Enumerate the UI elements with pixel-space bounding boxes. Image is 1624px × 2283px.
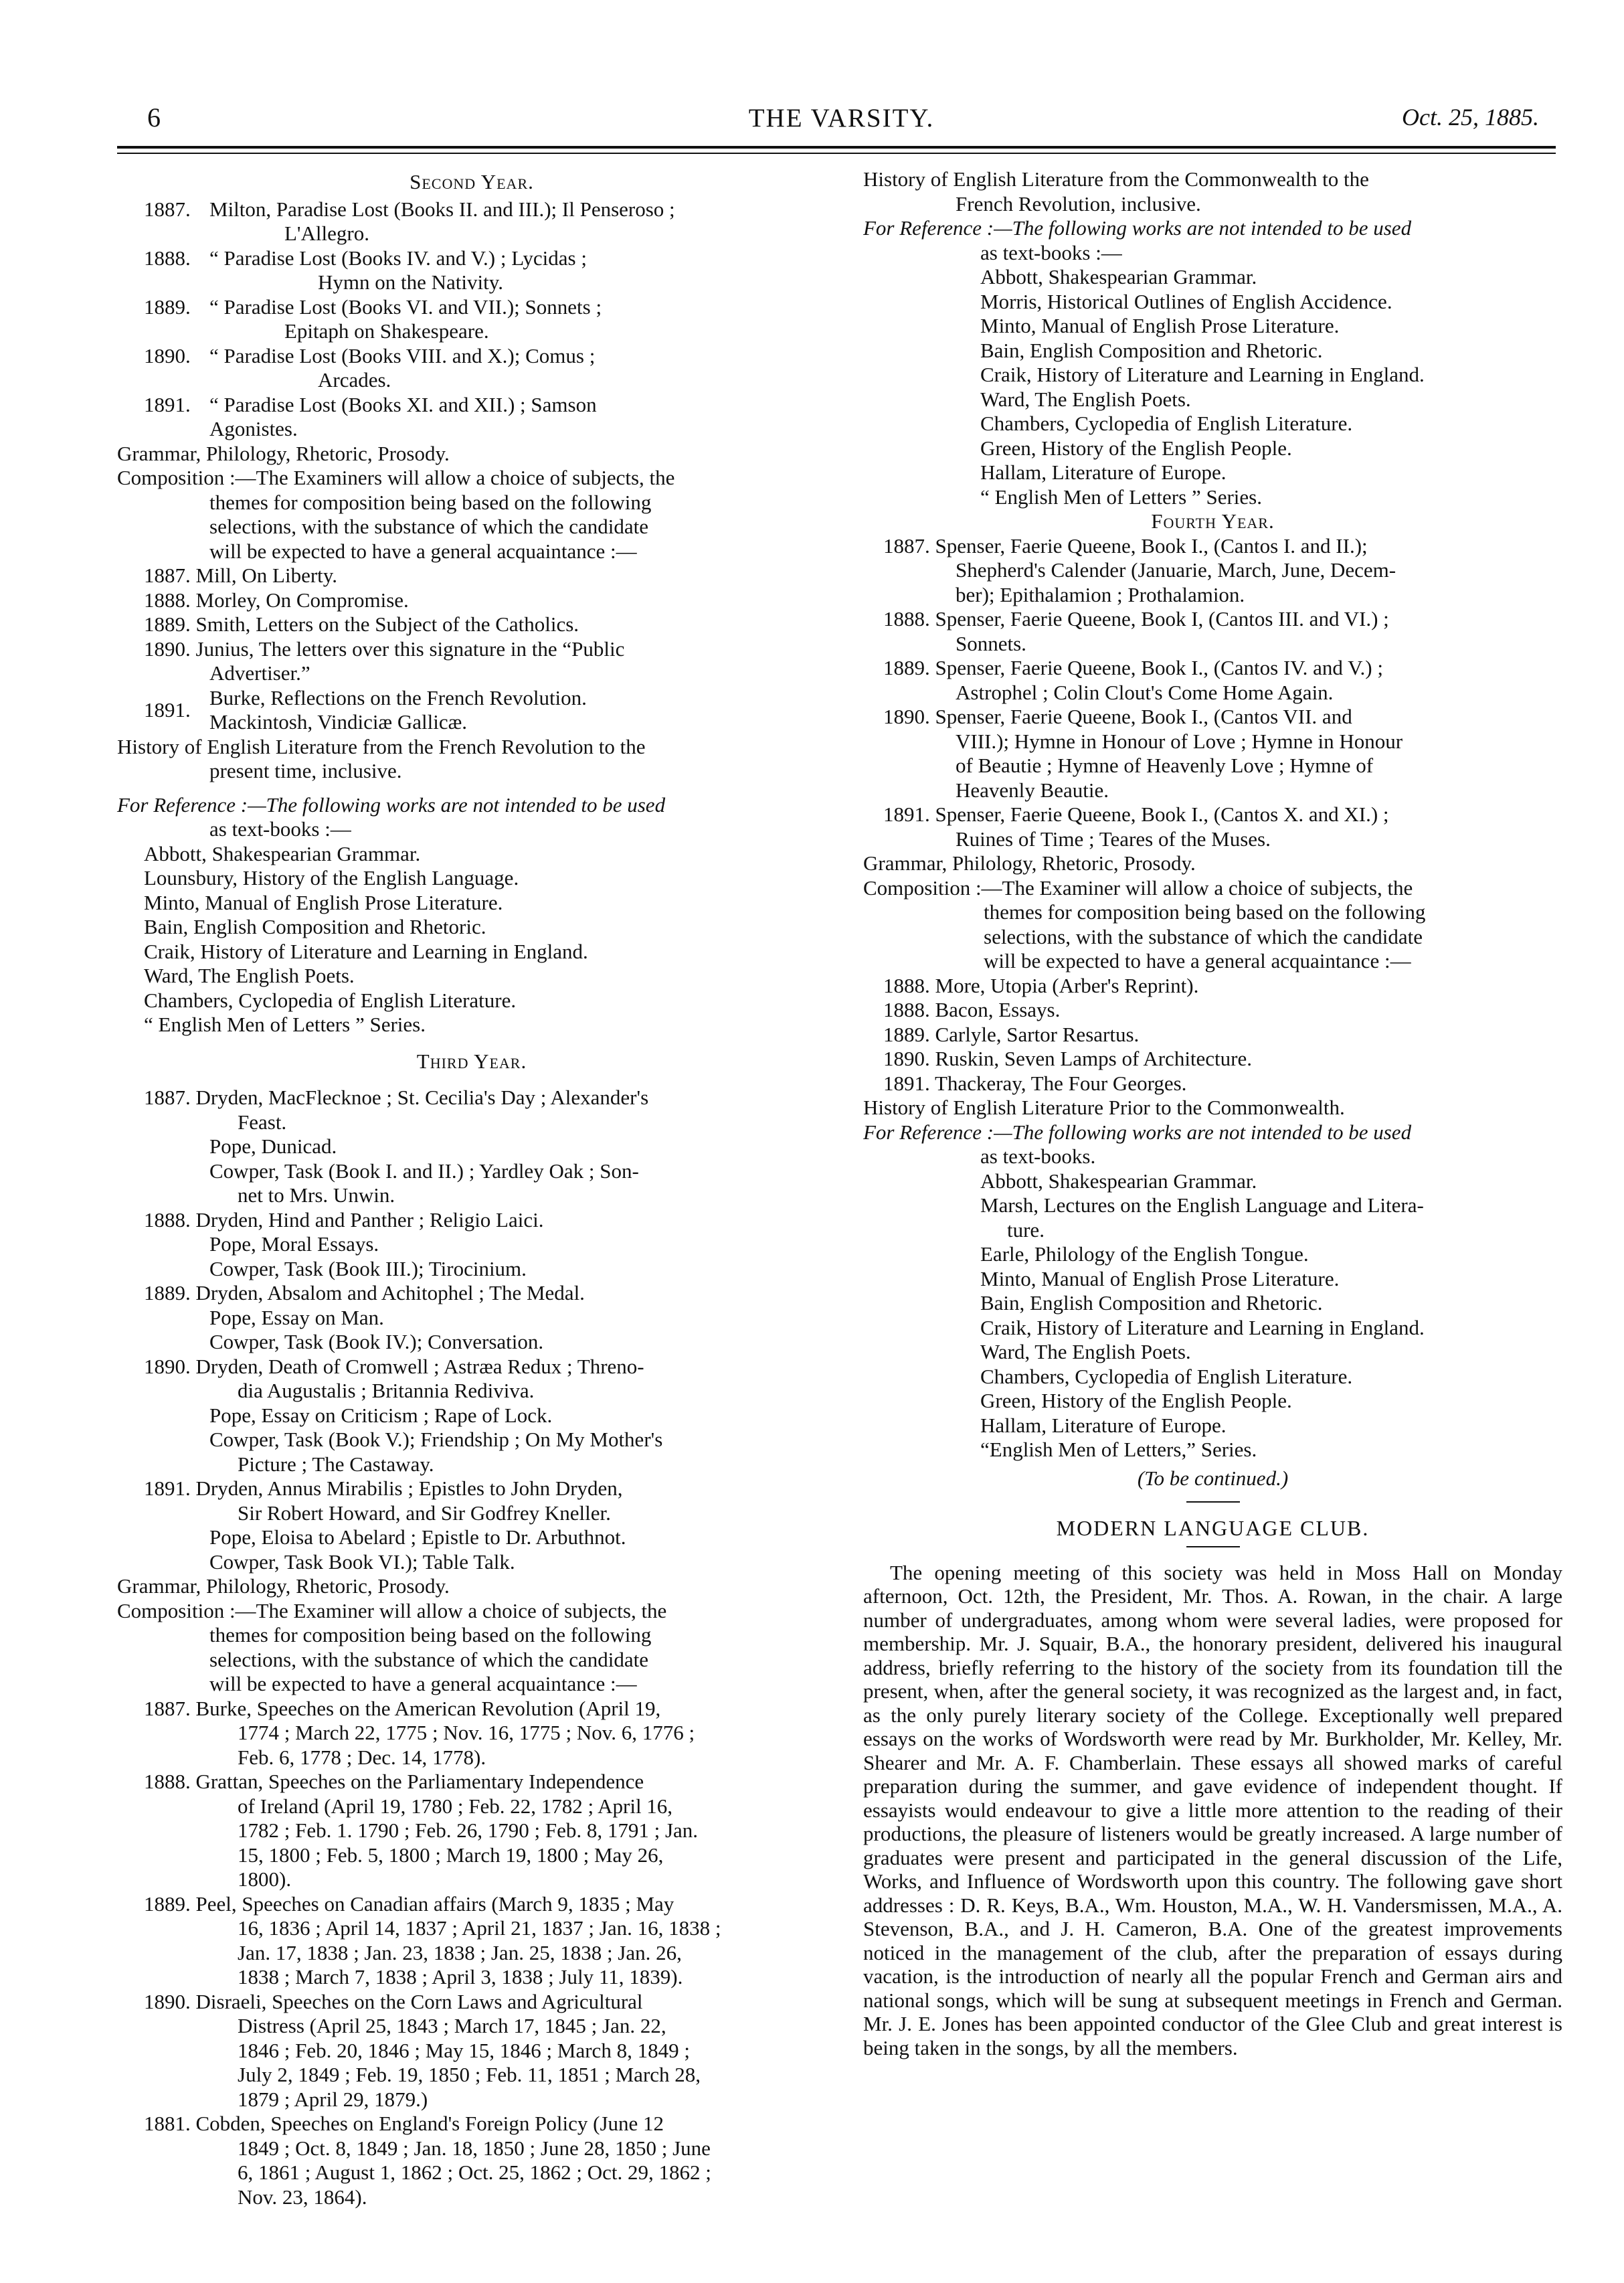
text-line: Chambers, Cyclopedia of English Literature. xyxy=(980,1364,1353,1388)
text-line: Pope, Essay on Criticism ; Rape of Lock. xyxy=(209,1403,553,1427)
text-line: 1889. Peel, Speeches on Canadian affairs (March 9, 1835 ; May xyxy=(144,1891,674,1916)
text-line: Ward, The English Poets. xyxy=(980,1340,1191,1363)
text-line: 1879 ; April 29, 1879.) xyxy=(238,2087,428,2111)
issue-date: Oct. 25, 1885. xyxy=(1402,104,1539,131)
masthead xyxy=(144,102,1539,142)
text-line: dia Augustalis ; Britannia Rediviva. xyxy=(238,1379,535,1402)
text-line: Distress (April 25, 1843 ; March 17, 1845 ; Jan. 22, xyxy=(238,2014,666,2037)
text-line: For Reference :—The following works are not intended to be used xyxy=(863,1120,1412,1144)
text-line: Sir Robert Howard, and Sir Godfrey Kneller. xyxy=(238,1501,611,1525)
text-line: ture. xyxy=(1007,1217,1045,1242)
text-line: Agonistes. xyxy=(209,417,298,440)
text-line: Composition :—The Examiners will allow a choice of subjects, the xyxy=(117,466,675,489)
divider xyxy=(1186,1546,1240,1547)
continued-note: (To be continued.) xyxy=(1137,1466,1289,1490)
text-line: 1891. “ Paradise Lost (Books XI. and XII.) ; Samson xyxy=(144,392,597,416)
text-line: 1891. Burke, Reflections on the French Revolution. xyxy=(144,685,587,722)
text-line: Pope, Dunicad. xyxy=(209,1134,337,1158)
text-line: Hallam, Literature of Europe. xyxy=(980,460,1227,484)
text-line: 6, 1861 ; August 1, 1862 ; Oct. 25, 1862 ; Oct. 29, 1862 ; xyxy=(238,2161,711,2184)
text-line: 1889. Dryden, Absalom and Achitophel ; The Medal. xyxy=(144,1281,585,1304)
text-line: Composition :—The Examiner will allow a choice of subjects, the xyxy=(863,875,1413,900)
text-line: 1888. Grattan, Speeches on the Parliamentary Independence xyxy=(144,1770,644,1793)
text-line: “ English Men of Letters ” Series. xyxy=(980,485,1262,509)
text-line: Cowper, Task (Book I. and II.) ; Yardley Oak ; Son- xyxy=(209,1159,639,1183)
text-line: Heavenly Beautie. xyxy=(956,778,1109,802)
text-line: as text-books. xyxy=(980,1145,1096,1168)
right-column xyxy=(863,167,1562,2059)
text-line: net to Mrs. Unwin. xyxy=(238,1183,395,1207)
text-line: 1838 ; March 7, 1838 ; April 3, 1838 ; July 11, 1839). xyxy=(238,1965,683,1989)
text-line: 1887. Milton, Paradise Lost (Books II. and III.); Il Penseroso ; xyxy=(144,197,675,221)
text-line: Feast. xyxy=(238,1110,287,1134)
text-line: French Revolution, inclusive. xyxy=(956,191,1201,216)
text-line: Advertiser.” xyxy=(209,661,310,685)
text-line: For Reference :—The following works are not intended to be used xyxy=(863,216,1412,240)
text-line: will be expected to have a general acquaintance :— xyxy=(984,949,1411,973)
text-line: Abbott, Shakespearian Grammar. xyxy=(980,1169,1257,1193)
text-line: Cowper, Task (Book V.); Friendship ; On My Mother's xyxy=(209,1428,663,1451)
text-line: 1887. Mill, On Liberty. xyxy=(144,564,338,587)
text-line: as text-books :— xyxy=(209,817,351,841)
text-line: selections, with the substance of which the candidate xyxy=(209,515,648,538)
text-line: 1891. Spenser, Faerie Queene, Book I., (Cantos X. and XI.) ; xyxy=(883,802,1389,826)
text-line: 1889. Carlyle, Sartor Resartus. xyxy=(883,1022,1140,1046)
text-line: 1800). xyxy=(238,1867,292,1891)
text-line: 1846 ; Feb. 20, 1846 ; May 15, 1846 ; March 8, 1849 ; xyxy=(238,2038,690,2062)
text-line: Marsh, Lectures on the English Language and Litera- xyxy=(980,1193,1424,1217)
text-line: 1881. Cobden, Speeches on England's Foreign Policy (June 12 xyxy=(144,2112,664,2135)
page-number: 6 xyxy=(147,102,161,133)
text-line: as text-books :— xyxy=(980,240,1122,264)
text-line: Ruines of Time ; Teares of the Muses. xyxy=(956,827,1271,851)
text-line: themes for composition being based on the following xyxy=(209,490,652,514)
text-line: Ward, The English Poets. xyxy=(980,387,1191,411)
text-line: 1890. Junius, The letters over this signature in the “Public xyxy=(144,637,625,661)
text-line: Abbott, Shakespearian Grammar. xyxy=(144,841,421,865)
text-line: Chambers, Cyclopedia of English Literature. xyxy=(144,988,517,1012)
text-line: History of English Literature Prior to the Commonwealth. xyxy=(863,1096,1345,1119)
text-line: Cowper, Task Book VI.); Table Talk. xyxy=(209,1549,515,1574)
text-line: Hallam, Literature of Europe. xyxy=(980,1413,1227,1437)
text-line: Abbott, Shakespearian Grammar. xyxy=(980,265,1257,288)
text-line: Ward, The English Poets. xyxy=(144,964,355,987)
text-line: 1891. Dryden, Annus Mirabilis ; Epistles to John Dryden, xyxy=(144,1476,623,1500)
text-line: July 2, 1849 ; Feb. 19, 1850 ; Feb. 11, 1851 ; March 28, xyxy=(238,2063,701,2086)
text-line: 1889. “ Paradise Lost (Books VI. and VII.); Sonnets ; xyxy=(144,294,602,319)
text-line: Bain, English Composition and Rhetoric. xyxy=(980,1291,1323,1315)
text-line: 1774 ; March 22, 1775 ; Nov. 16, 1775 ; Nov. 6, 1776 ; xyxy=(238,1721,695,1744)
text-line: History of English Literature from the Commonwealth to the xyxy=(863,167,1369,191)
text-line: ber); Epithalamion ; Prothalamion. xyxy=(956,582,1245,606)
text-line: Pope, Eloisa to Abelard ; Epistle to Dr. Arbuthnot. xyxy=(209,1525,626,1549)
text-line: present time, inclusive. xyxy=(209,759,402,782)
text-line: themes for composition being based on the following xyxy=(984,900,1426,924)
text-line: Jan. 17, 1838 ; Jan. 23, 1838 ; Jan. 25, 1838 ; Jan. 26, xyxy=(238,1940,682,1964)
text-line: 1888. Bacon, Essays. xyxy=(883,998,1061,1021)
text-line: “ English Men of Letters ” Series. xyxy=(144,1013,426,1036)
text-line: 1887. Dryden, MacFlecknoe ; St. Cecilia's Day ; Alexander's xyxy=(144,1086,649,1109)
text-line: of Ireland (April 19, 1780 ; Feb. 22, 1782 ; April 16, xyxy=(238,1794,673,1818)
text-line: Composition :—The Examiner will allow a choice of subjects, the xyxy=(117,1598,667,1622)
text-line: Craik, History of Literature and Learning in England. xyxy=(980,1315,1425,1339)
text-line: Craik, History of Literature and Learning in England. xyxy=(144,939,588,963)
text-line: For Reference :—The following works are not intended to be used xyxy=(117,792,666,817)
text-line: Green, History of the English People. xyxy=(980,436,1292,460)
text-line: Sonnets. xyxy=(956,631,1026,655)
text-line: 1849 ; Oct. 8, 1849 ; Jan. 18, 1850 ; June 28, 1850 ; June xyxy=(238,2136,711,2160)
section-heading: Third Year. xyxy=(416,1049,527,1073)
text-line: Green, History of the English People. xyxy=(980,1389,1292,1412)
divider xyxy=(1186,1501,1240,1503)
text-line: 1888. Spenser, Faerie Queene, Book I, (Cantos III. and VI.) ; xyxy=(883,607,1389,630)
text-line: Epitaph on Shakespeare. xyxy=(284,319,489,343)
text-line: Earle, Philology of the English Tongue. xyxy=(980,1242,1309,1266)
text-line: Minto, Manual of English Prose Literature. xyxy=(980,314,1340,337)
text-line: Chambers, Cyclopedia of English Literature. xyxy=(980,412,1353,435)
section-heading: Fourth Year. xyxy=(1151,509,1275,533)
text-line: 16, 1836 ; April 14, 1837 ; April 21, 1837 ; Jan. 16, 1838 ; xyxy=(238,1916,721,1940)
text-line: will be expected to have a general acquaintance :— xyxy=(209,1672,637,1695)
text-line: Shepherd's Calender (Januarie, March, June, Decem- xyxy=(956,558,1396,582)
text-line: Arcades. xyxy=(318,368,391,392)
text-line: Grammar, Philology, Rhetoric, Prosody. xyxy=(117,441,450,465)
text-line: 1887. Spenser, Faerie Queene, Book I., (Cantos I. and II.); xyxy=(883,533,1368,558)
text-line: Astrophel ; Colin Clout's Come Home Again. xyxy=(956,680,1334,704)
text-line: “English Men of Letters,” Series. xyxy=(980,1438,1257,1461)
text-line: 1889. Spenser, Faerie Queene, Book I., (Cantos IV. and V.) ; xyxy=(883,656,1383,679)
text-line: 15, 1800 ; Feb. 5, 1800 ; March 19, 1800 ; May 26, xyxy=(238,1843,664,1867)
text-line: of Beautie ; Hymne of Heavenly Love ; Hymne of xyxy=(956,754,1374,777)
text-line: History of English Literature from the French Revolution to the xyxy=(117,734,646,758)
text-line: 1890. Ruskin, Seven Lamps of Architecture. xyxy=(883,1047,1253,1070)
text-line: Pope, Moral Essays. xyxy=(209,1232,379,1256)
text-line: Grammar, Philology, Rhetoric, Prosody. xyxy=(863,851,1196,875)
text-line: 1890. Disraeli, Speeches on the Corn Laws and Agricultural xyxy=(144,1989,643,2013)
text-line: Picture ; The Castaway. xyxy=(238,1452,434,1476)
text-line: 1890. Dryden, Death of Cromwell ; Astræa Redux ; Threno- xyxy=(144,1354,644,1378)
text-line: Nov. 23, 1864). xyxy=(238,2185,367,2209)
text-line: selections, with the substance of which the candidate xyxy=(209,1647,648,1671)
text-line: Cowper, Task (Book III.); Tirocinium. xyxy=(209,1256,527,1280)
newspaper-title: THE VARSITY. xyxy=(748,104,935,133)
text-line: Bain, English Composition and Rhetoric. xyxy=(980,338,1323,362)
text-line: 1890. “ Paradise Lost (Books VIII. and X.); Comus ; xyxy=(144,343,596,367)
text-line: Craik, History of Literature and Learning in England. xyxy=(980,363,1425,386)
text-line: Minto, Manual of English Prose Literature. xyxy=(980,1266,1340,1290)
text-line: 1889. Smith, Letters on the Subject of the Catholics. xyxy=(144,612,579,636)
text-line: 1782 ; Feb. 1. 1790 ; Feb. 26, 1790 ; Feb. 8, 1791 ; Jan. xyxy=(238,1819,699,1842)
text-line: Morris, Historical Outlines of English Accidence. xyxy=(980,289,1392,313)
left-column xyxy=(117,167,826,2209)
text-line: L'Allegro. xyxy=(284,222,369,245)
text-line: will be expected to have a general acquaintance :— xyxy=(209,539,637,563)
text-line: 1888. Morley, On Compromise. xyxy=(144,588,409,612)
text-line: Bain, English Composition and Rhetoric. xyxy=(144,915,486,938)
text-line: 1887. Burke, Speeches on the American Revolution (April 19, xyxy=(144,1696,661,1720)
text-line: VIII.); Hymne in Honour of Love ; Hymne in Honour xyxy=(956,729,1403,753)
text-line: Cowper, Task (Book IV.); Conversation. xyxy=(209,1330,544,1353)
article-body: The opening meeting of this society was held in Moss Hall on Monday afternoon, Oct. 12th, the President, Mr. Thos. A. Rowan, in the chair. A large number of undergraduates, among whom were several ladies, were proposed for membership. Mr. J. Squair, B.A., the honorary president, delivered his inaugural address, briefly referring to the history of the society from its foundation till the present, when, after the general society, it was recognized as the largest and, in fact, as the only purely literary society of the College. Exceptionally well prepared essays on the works of Wordsworth were read by Mr. Burkholder, Mr. Kelley, Mr. Shearer and Mr. A. F. Chamberlain. These essays all showed marks of careful preparation during the summer, and gave evidence of independent thought. If essayists would endeavour to give a little more attention to the reading of their productions, the pleasure of listeners would be greatly increased. A large number of graduates were present and participated in the general discussion of the Life, Works, and Influence of Wordsworth upon this country. The following gave short addresses : D. R. Keys, B.A., Wm. Houston, M.A., W. H. Vandersmissen, M.A., A. Stevenson, B.A., and J. H. Cameron, B.A. One of the greatest improvements noticed in the management of the club, after the preparation of essays during vacation, is the introduction of nearly all the popular French and German airs and national songs, which will be sung at subsequent meetings in French and German. Mr. J. E. Jones has been appointed conductor of the Glee Club and great interest is being taken in the songs, by all the members. xyxy=(863,1560,1562,2059)
text-line: Pope, Essay on Man. xyxy=(209,1305,384,1329)
text-line: themes for composition being based on the following xyxy=(209,1623,652,1646)
text-line: 1888. More, Utopia (Arber's Reprint). xyxy=(883,973,1199,997)
header-rule-thin xyxy=(117,153,1556,154)
text-line: Feb. 6, 1778 ; Dec. 14, 1778). xyxy=(238,1745,486,1769)
header-rule xyxy=(117,146,1556,149)
text-line: 1891. Thackeray, The Four Georges. xyxy=(883,1071,1187,1095)
text-line: 1888. Dryden, Hind and Panther ; Religio Laici. xyxy=(144,1207,544,1232)
section-heading: Second Year. xyxy=(410,170,534,193)
text-line: Minto, Manual of English Prose Literature. xyxy=(144,890,503,914)
text-line: Grammar, Philology, Rhetoric, Prosody. xyxy=(117,1574,450,1598)
text-line: Hymn on the Nativity. xyxy=(318,270,503,294)
text-line: Lounsbury, History of the English Language. xyxy=(144,866,519,890)
text-line: 1890. Spenser, Faerie Queene, Book I., (Cantos VII. and xyxy=(883,705,1352,728)
text-line: selections, with the substance of which the candidate xyxy=(984,924,1423,948)
article-title: MODERN LANGUAGE CLUB. xyxy=(1056,1516,1370,1540)
text-line: 1888. “ Paradise Lost (Books IV. and V.) ; Lycidas ; xyxy=(144,246,587,270)
text-line: Mackintosh, Vindiciæ Gallicæ. xyxy=(209,710,468,734)
